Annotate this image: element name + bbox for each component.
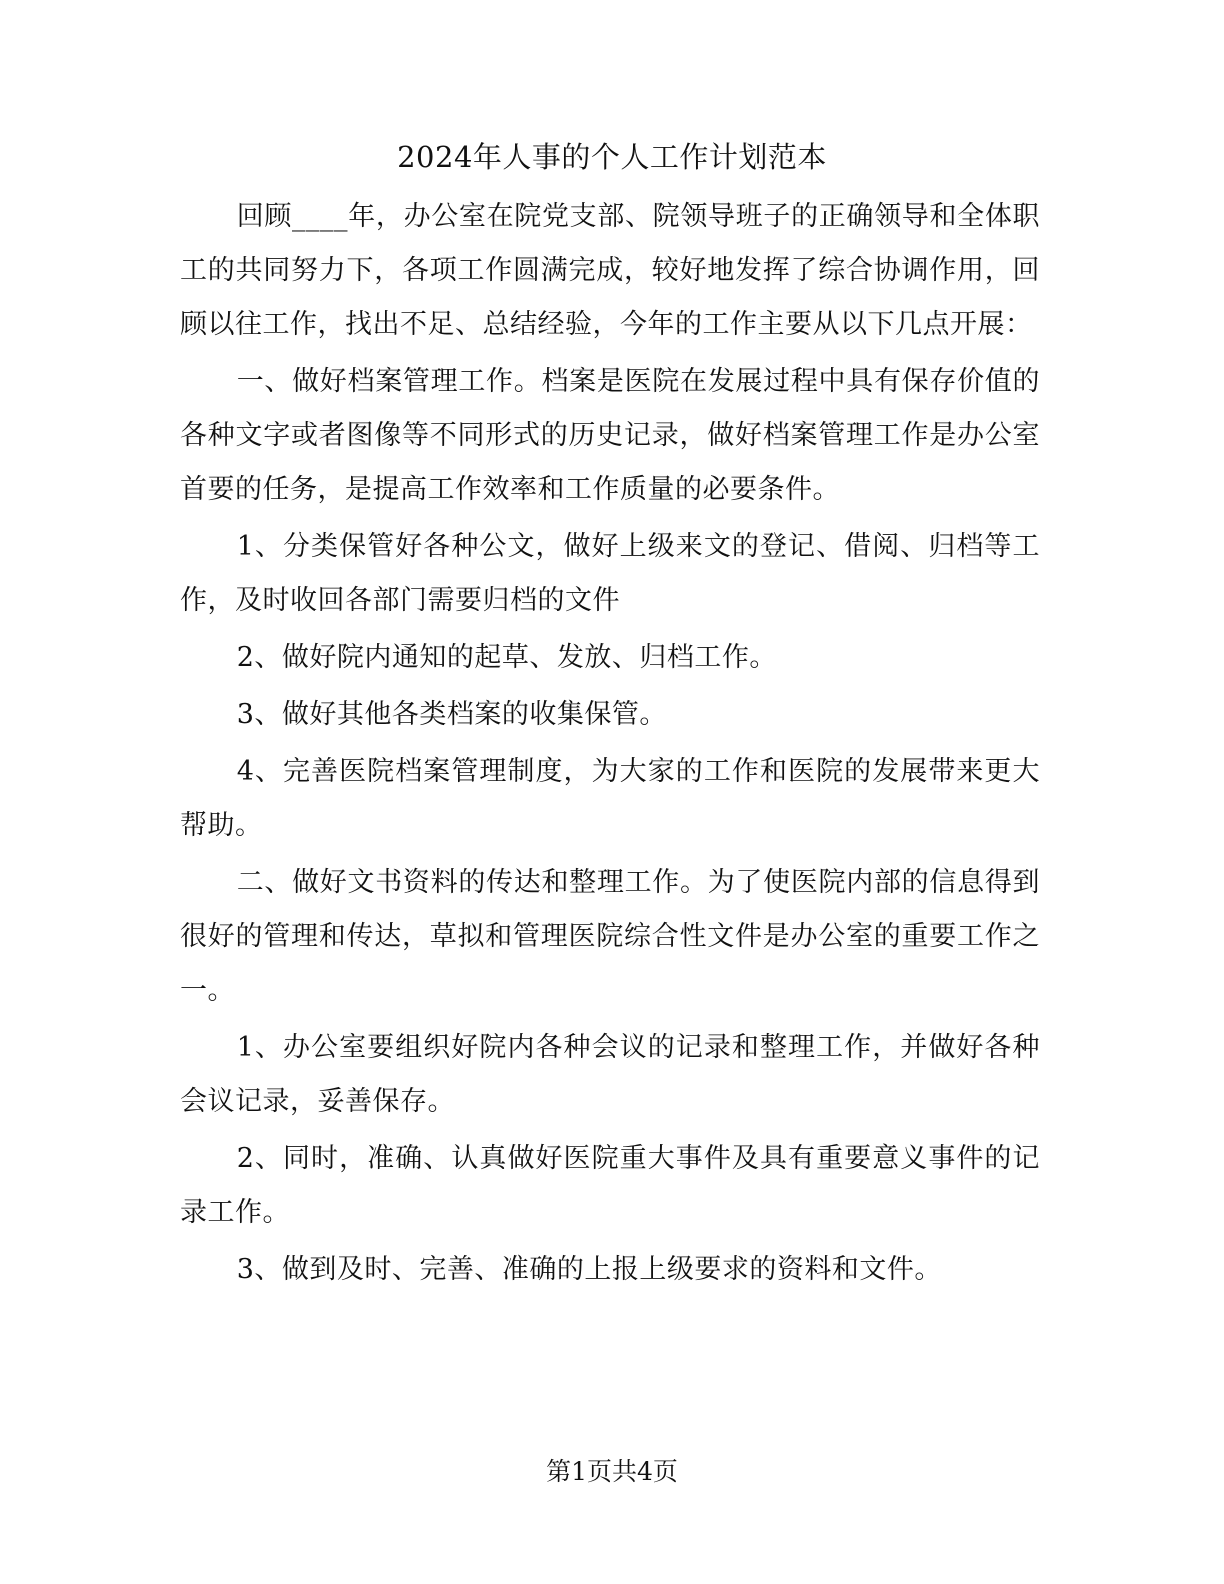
paragraph-intro: 回顾____年，办公室在院党支部、院领导班子的正确领导和全体职工的共同努力下，各项工作圆满完成，较好地发挥了综合协调作用，回顾以往工作，找出不足、总结经验，今年的工作主要从以下几点开展： — [180, 201, 1040, 340]
page-footer: 第1页共4页 — [546, 1457, 678, 1486]
paragraph-item-2-2: 2、同时，准确、认真做好医院重大事件及具有重要意义事件的记录工作。 — [180, 1143, 1040, 1228]
document-title: 2024年人事的个人工作计划范本 — [397, 140, 827, 174]
paragraph-item-1-1: 1、分类保管好各种公文，做好上级来文的登记、借阅、归档等工作，及时收回各部门需要归档的文件 — [180, 531, 1040, 616]
paragraph-item-1-3: 3、做好其他各类档案的收集保管。 — [236, 699, 667, 730]
paragraph-item-2-3: 3、做到及时、完善、准确的上报上级要求的资料和文件。 — [236, 1254, 942, 1285]
paragraph-section-1: 一、做好档案管理工作。档案是医院在发展过程中具有保存价值的各种文字或者图像等不同形式的历史记录，做好档案管理工作是办公室首要的任务，是提高工作效率和工作质量的必要条件。 — [180, 366, 1040, 505]
paragraph-item-2-1: 1、办公室要组织好院内各种会议的记录和整理工作，并做好各种会议记录，妥善保存。 — [180, 1032, 1040, 1117]
paragraph-section-2: 二、做好文书资料的传达和整理工作。为了使医院内部的信息得到很好的管理和传达，草拟和管理医院综合性文件是办公室的重要工作之一。 — [180, 867, 1040, 1006]
document-body — [180, 190, 1040, 1300]
paragraph-item-1-4: 4、完善医院档案管理制度，为大家的工作和医院的发展带来更大帮助。 — [180, 756, 1040, 841]
paragraph-item-1-2: 2、做好院内通知的起草、发放、归档工作。 — [236, 642, 777, 673]
